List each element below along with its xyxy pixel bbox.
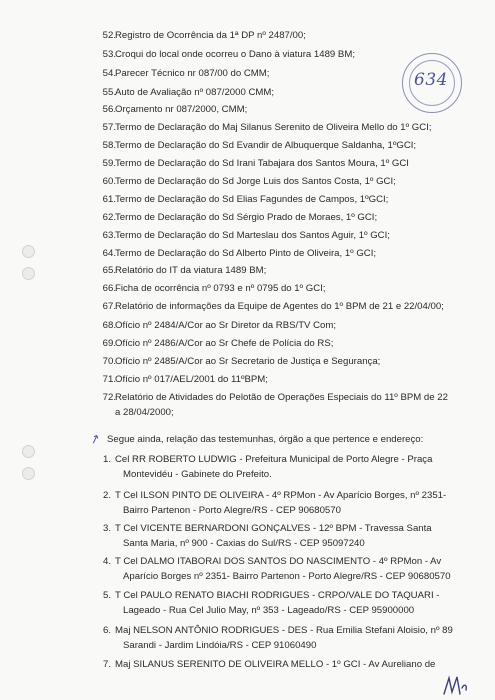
handwritten-rubric-icon — [440, 674, 470, 698]
punch-hole-2 — [22, 267, 35, 280]
handwritten-arrow-icon: ↗ — [87, 430, 103, 448]
document-page: 634 52. Registro de Ocorrência da 1ª DP nº 2487/00; 53. Croqui do local onde ocorreu o Dano à viatura 1489 BM; 54. Parecer Técnico nr 087/00 do CMM; 55. Auto de Avaliação nº 087/2000 CMM; 56. Orçamento nr 087/2000, CMM; 57. Termo de Declaração do Maj Silanus Serenito de Oliveira Mello do 1º GCI; 58. Termo de Declaração do Sd Evandir de Albuquerque Saldanha, 1ºGCI; 59. Termo de Declaração do Sd Irani Tabajara dos Santos Moura, 1º GCI 60. Termo de Declaração do Sd Jorge Luis dos Santos Costa, 1º GCI; 61. Termo de Declaração do Sd Elias Fagundes de Campos, 1ºGCI; 62. Termo de Declaração do Sd Sérgio Prado de Moraes, 1º GCI; 63. Termo de Declaração do Sd Marteslau dos Santos Aguir, 1º GCI; 64. Termo de Declaração do Sd Alberto Pinto de Oliveira, 1º GCI; 65. Relatório do IT da viatura 1489 BM; 66. Ficha de ocorrência nº 0793 e nº 0795 do 1º GCI; 67. Relatório de informações da Equipe de Agentes do 1º BPM de 21 e 22/04/00; 68. Ofício nº 2484/A/Cor ao Sr Diretor da RBS/TV Com; 69. Ofício nº 2486/A/Cor ao Sr Chefe de Polícia do RS; 70. Ofício nº 2485/A/Cor ao Sr Secretario de Justiça e Segurança; 71. Ofício nº 017/AEL/2001 do 11ºBPM; 72. Relatório de Atividades do Pelotão de Operações Especiais do 11º BPM de 22 a 28/04/2000; ↗ Segue ainda, relação das testemunhas, órgão a que pertence e endereço: 1. Cel RR ROBERTO LUDWIG - Prefeitura Municipal de Porto Alegre - Praça Montevidéu - Gabinete do Prefeito. 2. T Cel ILSON PINTO DE OLIVEIRA - 4º RPMon - Av Aparício Borges, nº 2351- Bairro Partenon - Porto Alegre/RS - CEP 90680570 3. T Cel VICENTE BERNARDONI GONÇALVES - 12º BPM - Travessa Santa Santa Maria, nº 900 - Caxias do Sul/RS - CEP 95097240 4. T Cel DALMO ITABORAI DOS SANTOS DO NASCIMENTO - 4º RPMon - Av Aparício Borges nº 2351- Bairro Partenon - Porto Alegre/RS - CEP 90680570 5. T Cel PAULO RENATO BIACHI RODRIGUES - CRPO/VALE DO TAQUARI - Lageado - Rua Cel Julio May, nº 353 - Lageado/RS - CEP 95900000 6. Maj NELSON ANTÔNIO RODRIGUES - DES - Rua Emilia Stefani Aloisio, nº 89 Sarandi - Jardim Lindóia/RS - CEP 91060490 7. Maj SILANUS SERENITO DE OLIVEIRA MELLO - 1º GCI - Av Aureliano de — [0, 0, 495, 700]
punch-hole-3 — [22, 445, 35, 458]
punch-hole-4 — [22, 467, 35, 480]
punch-hole-1 — [22, 245, 35, 258]
witness-intro: Segue ainda, relação das testemunhas, órgão a que pertence e endereço: — [107, 434, 424, 445]
stamp-page-number: 634 — [414, 70, 448, 90]
